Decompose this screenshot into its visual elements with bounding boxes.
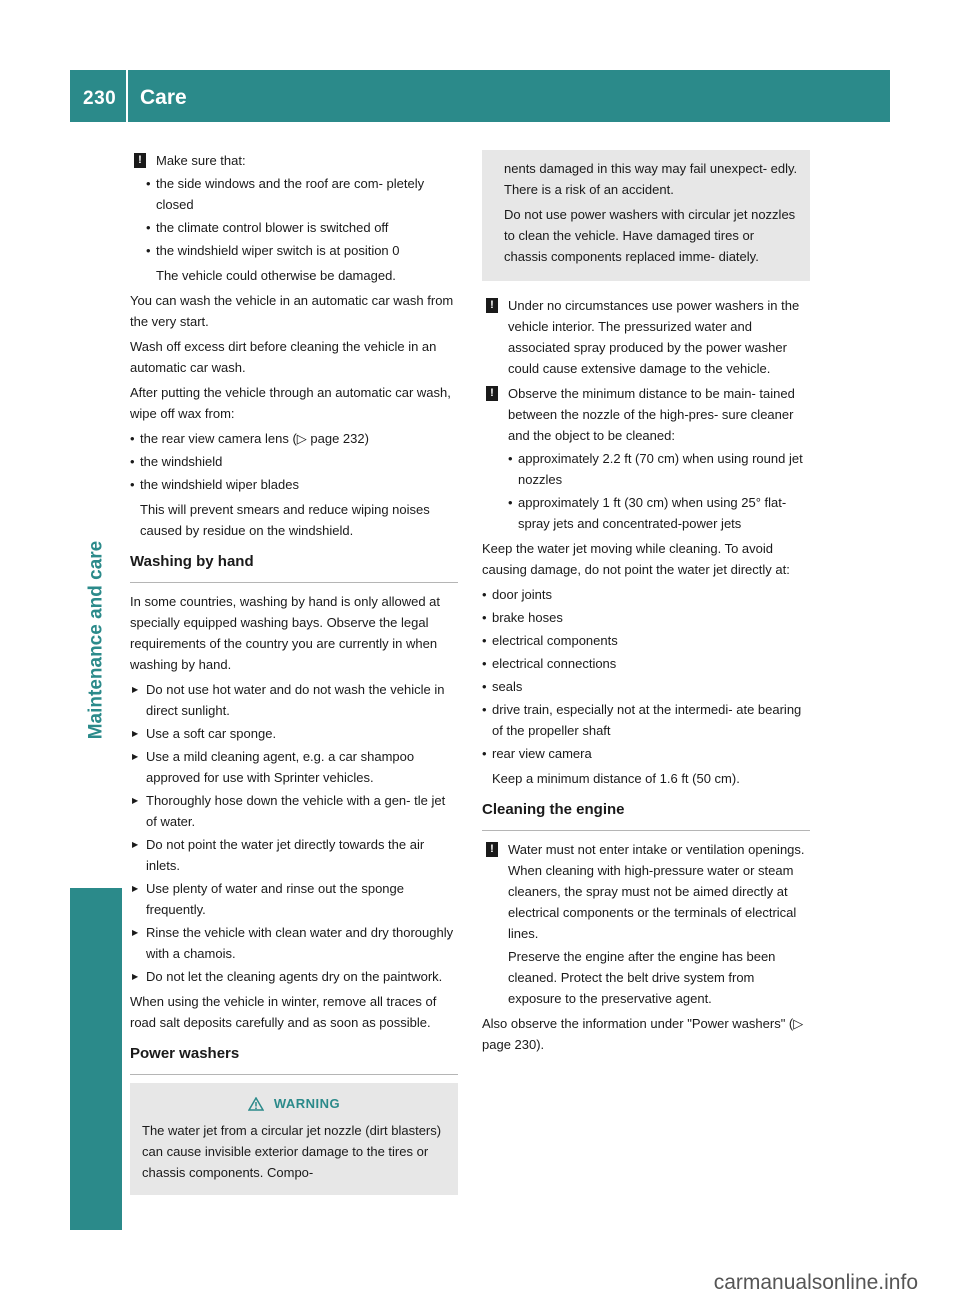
step-item: ▶ Do not point the water jet directly towards the air inlets. — [130, 834, 458, 876]
list-item: • the windshield wiper switch is at position 0 — [132, 240, 458, 261]
right-column — [482, 150, 810, 1059]
note-text: Observe the minimum distance to be main- tained between the nozzle of the high-pres- sure cleaner and the object to be cleaned: — [508, 386, 795, 443]
warning-text: nents damaged in this way may fail unexpect- edly. There is a risk of an accident. — [504, 161, 798, 197]
note-outro: The vehicle could otherwise be damaged. — [156, 268, 396, 283]
paragraph: Wash off excess dirt before cleaning the vehicle in an automatic car wash. — [130, 339, 437, 375]
note-text: Preserve the engine after the engine has been cleaned. Protect the belt drive system from exposure to the preservative agent. — [508, 949, 776, 1006]
note-icon: ! — [486, 842, 498, 857]
warning-triangle-icon — [248, 1097, 264, 1111]
header-bar — [70, 70, 890, 122]
list-item: • approximately 2.2 ft (70 cm) when using round jet nozzles — [494, 448, 810, 490]
step-item: ▶ Use plenty of water and rinse out the sponge frequently. — [130, 878, 458, 920]
note-icon: ! — [486, 298, 498, 313]
wax-list — [116, 428, 458, 495]
chapter-title: Care — [140, 86, 187, 109]
warning-box — [130, 1083, 458, 1195]
step-item: ▶ Use a soft car sponge. — [130, 723, 458, 744]
note-block — [482, 839, 810, 1009]
note-list — [132, 173, 458, 261]
warning-text: Do not use power washers with circular jet nozzles to clean the vehicle. Have damaged tires or chassis components replaced imme- diately. — [504, 207, 796, 264]
note-intro: Make sure that: — [156, 153, 246, 168]
paragraph: When using the vehicle in winter, remove all traces of road salt deposits carefully and as soon as possible. — [130, 994, 437, 1030]
list-item: • seals — [468, 676, 810, 697]
warning-text: The water jet from a circular jet nozzle (dirt blasters) can cause invisible exterior damage to the tires or chassis components. Compo- — [142, 1123, 442, 1180]
paragraph: Keep the water jet moving while cleaning. To avoid causing damage, do not point the water jet directly at: — [482, 541, 790, 577]
left-column — [130, 150, 458, 1195]
note-text: Under no circumstances use power washers in the vehicle interior. The pressurized water and associated spray produced by the power washer could cause extensive damage to the vehicle. — [508, 298, 800, 376]
side-tab — [74, 530, 118, 750]
note-icon: ! — [134, 153, 146, 168]
list-item — [116, 428, 458, 449]
step-item: ▶ Use a mild cleaning agent, e.g. a car shampoo approved for use with Sprinter vehicles. — [130, 746, 458, 788]
list-item: • drive train, especially not at the intermedi- ate bearing of the propeller shaft — [468, 699, 810, 741]
page-number: 230 — [83, 88, 117, 109]
paragraph: In some countries, washing by hand is only allowed at specially equipped washing bays. Observe the legal requirements of the country you are currently in when washing by hand. — [130, 594, 441, 672]
list-item: • the climate control blower is switched off — [132, 217, 458, 238]
list-item: • electrical connections — [468, 653, 810, 674]
side-accent-bar — [70, 888, 122, 1230]
step-item: ▶ Do not let the cleaning agents dry on the paintwork. — [130, 966, 458, 987]
paragraph: Also observe the information under "Power washers" (▷ page 230). — [482, 1016, 804, 1052]
section-heading: Power washers — [130, 1043, 458, 1075]
distance-note: Keep a minimum distance of 1.6 ft (50 cm). — [492, 771, 740, 786]
warning-box-continued — [482, 150, 810, 281]
side-tab-label: Maintenance and care — [85, 540, 106, 740]
note-block — [130, 150, 458, 286]
note-text: Water must not enter intake or ventilation openings. When cleaning with high-pressure water or steam cleaners, the spray must not be aimed directly at electrical components or the terminals of electrical lines. — [508, 842, 805, 941]
list-item: • rear view camera — [468, 743, 810, 764]
list-item: • the windshield — [116, 451, 458, 472]
step-item: ▶ Thoroughly hose down the vehicle with a gen- tle jet of water. — [130, 790, 458, 832]
list-item: • door joints — [468, 584, 810, 605]
targets-list — [468, 584, 810, 764]
paragraph: After putting the vehicle through an automatic car wash, wipe off wax from: — [130, 385, 451, 421]
warning-title: WARNING — [273, 1096, 341, 1111]
header-divider — [126, 70, 128, 122]
list-item: • brake hoses — [468, 607, 810, 628]
wax-note: This will prevent smears and reduce wiping noises caused by residue on the windshield. — [140, 502, 430, 538]
note-block — [482, 295, 810, 379]
list-item: • approximately 1 ft (30 cm) when using 25° flat-spray jets and concentrated-power jets — [494, 492, 810, 534]
hand-steps — [130, 679, 458, 987]
list-item: • electrical components — [468, 630, 810, 651]
warning-header — [142, 1093, 446, 1114]
step-item: ▶ Do not use hot water and do not wash the vehicle in direct sunlight. — [130, 679, 458, 721]
list-item: • the windshield wiper blades — [116, 474, 458, 495]
paragraph: You can wash the vehicle in an automatic car wash from the very start. — [130, 293, 454, 329]
section-heading: Cleaning the engine — [482, 799, 810, 831]
note-icon: ! — [486, 386, 498, 401]
note-block — [482, 383, 810, 534]
distance-list — [494, 448, 810, 534]
step-item: ▶ Rinse the vehicle with clean water and dry thoroughly with a chamois. — [130, 922, 458, 964]
watermark: carmanualsonline.info — [713, 1271, 918, 1294]
section-heading: Washing by hand — [130, 551, 458, 583]
list-item: • the side windows and the roof are com- pletely closed — [132, 173, 458, 215]
list-item-text: the rear view camera lens (▷ page 232) — [140, 431, 369, 446]
